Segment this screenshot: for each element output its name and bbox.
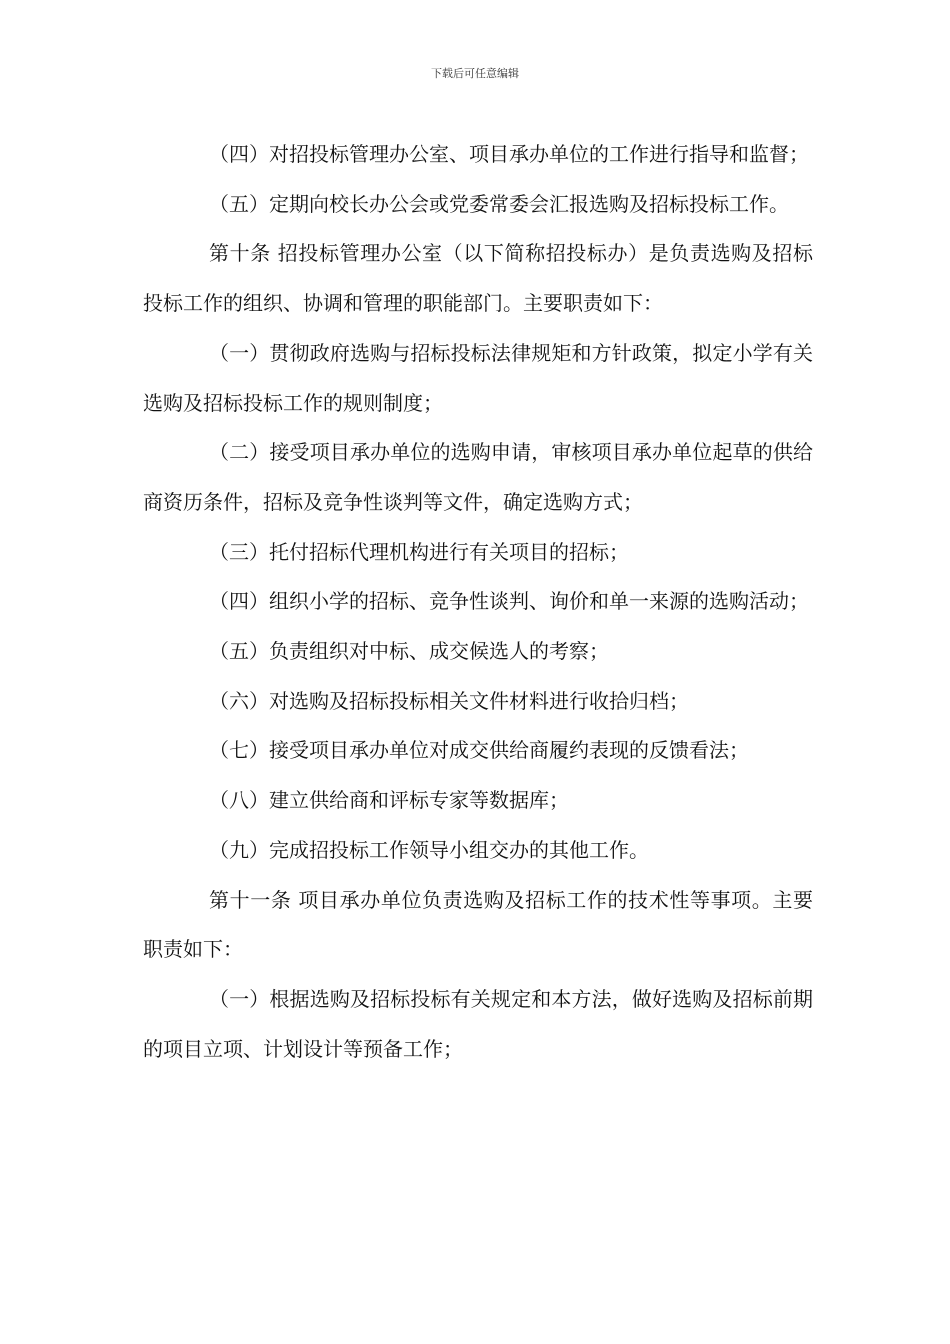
paragraph-2: （五）定期向校长办公会或党委常委会汇报选购及招标投标工作。 <box>209 191 789 216</box>
paragraph-12: （九）完成招投标工作领导小组交办的其他工作。 <box>209 837 649 862</box>
paragraph-11: （八）建立供给商和评标专家等数据库； <box>209 788 569 813</box>
paragraph-14: （一）根据选购及招标投标有关规定和本方法，做好选购及招标前期的项目立项、计划设计等预备工作； <box>143 986 813 1061</box>
page-header: 下载后可任意编辑 <box>431 67 519 80</box>
paragraph-10: （七）接受项目承办单位对成交供给商履约表现的反馈看法； <box>209 738 749 763</box>
paragraph-8: （五）负责组织对中标、成交候选人的考察； <box>209 639 609 664</box>
document-body <box>143 130 813 1074</box>
paragraph-5: （二）接受项目承办单位的选购申请，审核项目承办单位起草的供给商资历条件，招标及竞争性谈判等文件，确定选购方式； <box>143 440 813 514</box>
paragraph-6: （三）托付招标代理机构进行有关项目的招标； <box>209 539 629 564</box>
paragraph-9: （六）对选购及招标投标相关文件材料进行收拾归档； <box>209 688 689 713</box>
paragraph-3: 第十条 招投标管理办公室（以下简称招投标办）是负责选购及招标投标工作的组织、协调和管理的职能部门。主要职责如下： <box>143 241 813 316</box>
paragraph-13: 第十一条 项目承办单位负责选购及招标工作的技术性等事项。主要职责如下： <box>143 887 813 962</box>
paragraph-1: （四）对招投标管理办公室、项目承办单位的工作进行指导和监督； <box>209 142 809 166</box>
paragraph-4: （一）贯彻政府选购与招标投标法律规矩和方针政策，拟定小学有关选购及招标投标工作的规则制度； <box>143 340 813 415</box>
paragraph-7: （四）组织小学的招标、竞争性谈判、询价和单一来源的选购活动； <box>209 589 809 614</box>
